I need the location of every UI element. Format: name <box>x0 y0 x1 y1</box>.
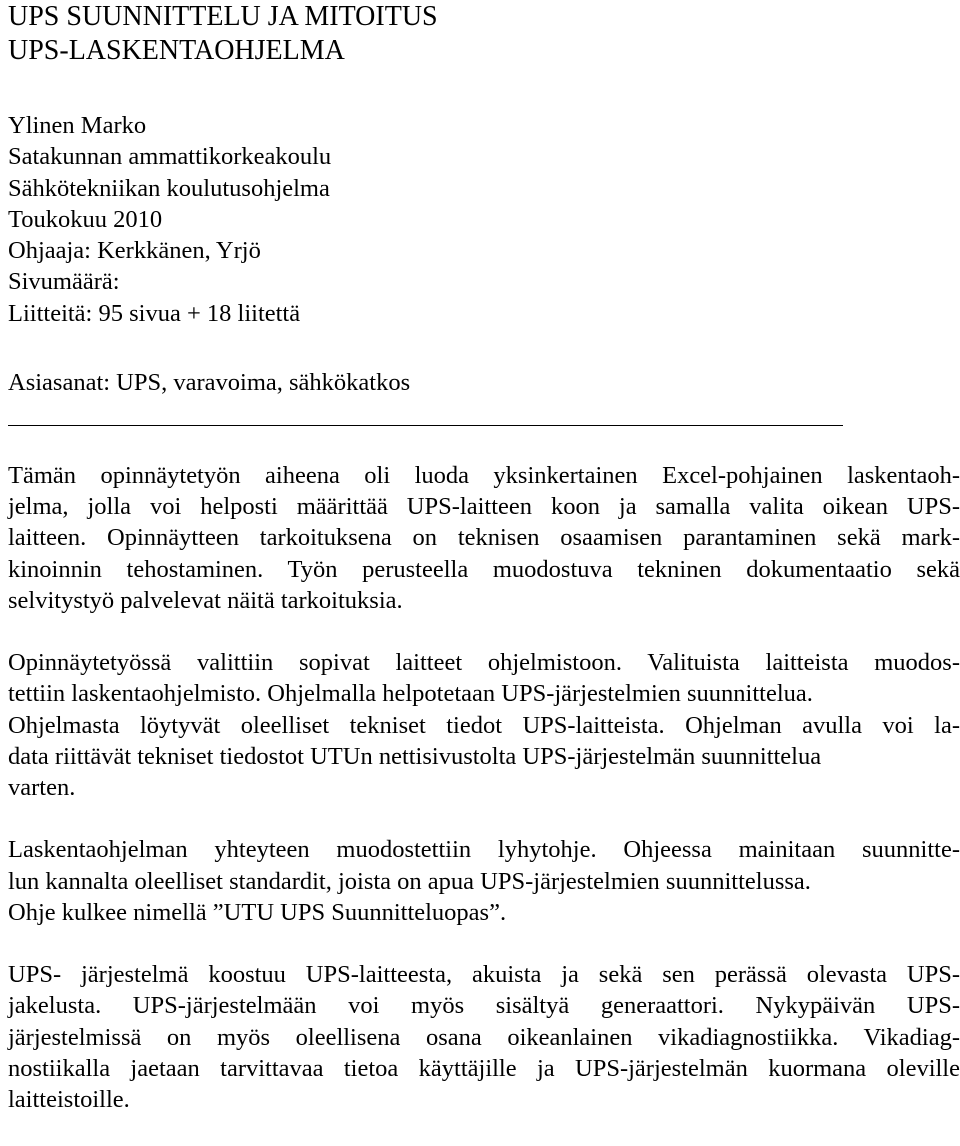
text-line: varten. <box>8 774 76 802</box>
separator-line <box>8 425 843 426</box>
supervisor: Ohjaaja: Kerkkänen, Yrjö <box>8 237 261 265</box>
text-line: järjestelmissä on myös oleellisena osana oikeanlainen vikadiagnostiikka. Vikadiag- <box>8 1023 960 1051</box>
degree-programme: Sähkötekniikan koulutusohjelma <box>8 174 330 202</box>
abstract-paragraph-3 <box>8 834 960 928</box>
text-line: jelma, jolla voi helposti määrittää UPS-laitteen koon ja samalla valita oikean UPS- <box>8 493 960 521</box>
text-line: Ohje kulkee nimellä ”UTU UPS Suunnitteluopas”. <box>8 898 507 926</box>
text-line: Laskentaohjelman yhteyteen muodostettiin lyhytohje. Ohjeessa mainitaan suunnitte- <box>8 836 960 864</box>
text-line: nostiikalla jaetaan tarvittavaa tietoa käyttäjille ja UPS-järjestelmän kuormana oleville <box>8 1054 960 1082</box>
document-title <box>8 0 438 68</box>
metadata-block <box>8 110 331 329</box>
text-line: data riittävät tekniset tiedostot UTUn nettisivustolta UPS-järjestelmän suunnittelua <box>8 742 822 770</box>
abstract <box>8 460 960 1146</box>
text-line: Tämän opinnäytetyön aiheena oli luoda yksinkertainen Excel-pohjainen laskentaoh- <box>8 462 960 489</box>
attachments: Liitteitä: 95 sivua + 18 liitettä <box>8 299 301 327</box>
author: Ylinen Marko <box>8 112 147 139</box>
page-count: Sivumäärä: <box>8 268 120 296</box>
school: Satakunnan ammattikorkeakoulu <box>8 143 332 171</box>
text-line: selvitystyö palvelevat näitä tarkoituksia. <box>8 586 403 614</box>
title-line-2: UPS-LASKENTAOHJELMA <box>8 35 345 66</box>
text-line: Ohjelmasta löytyvät oleelliset tekniset tiedot UPS-laitteista. Ohjelman avulla voi la- <box>8 711 960 739</box>
text-line: Opinnäytetyössä valittiin sopivat laitteet ohjelmistoon. Valituista laitteista muodos- <box>8 649 960 677</box>
abstract-paragraph-2 <box>8 647 960 803</box>
text-line: laitteen. Opinnäytteen tarkoituksena on teknisen osaamisen parantaminen sekä mark- <box>8 524 960 552</box>
text-line: tettiin laskentaohjelmisto. Ohjelmalla helpotetaan UPS-järjestelmien suunnittelua. <box>8 680 813 708</box>
text-line: lun kannalta oleelliset standardit, joista on apua UPS-järjestelmien suunnittelussa. <box>8 867 811 895</box>
text-line: laitteistoille. <box>8 1086 130 1114</box>
title-line-1: UPS SUUNNITTELU JA MITOITUS <box>8 1 438 32</box>
text-line: UPS- järjestelmä koostuu UPS-laitteesta, akuista ja sekä sen perässä olevasta UPS- <box>8 961 960 989</box>
date: Toukokuu 2010 <box>8 205 163 233</box>
text-line: jakelusta. UPS-järjestelmään voi myös sisältyä generaattori. Nykypäivän UPS- <box>8 992 960 1020</box>
text-line: kinoinnin tehostaminen. Työn perusteella muodostuva tekninen dokumentaatio sekä <box>8 555 960 583</box>
abstract-paragraph-1 <box>8 460 960 616</box>
keywords: Asiasanat: UPS, varavoima, sähkökatkos <box>8 369 411 396</box>
abstract-paragraph-4 <box>8 959 960 1115</box>
